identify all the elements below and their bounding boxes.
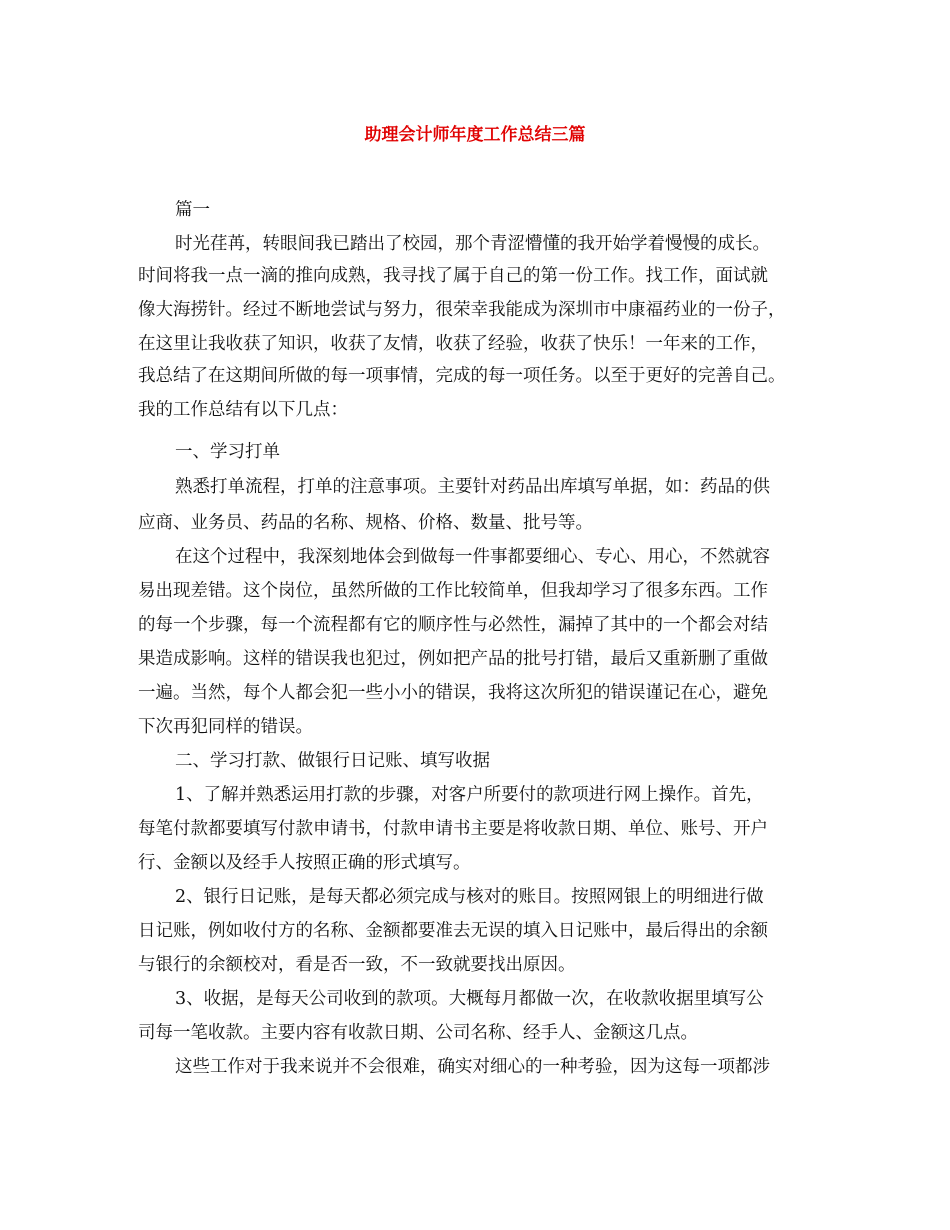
text-line: 应商、业务员、药品的名称、规格、价格、数量、批号等。	[138, 513, 593, 533]
text-line: 3、收据，是每天公司收到的款项。大概每月都做一次，在收款收据里填写公	[175, 989, 764, 1009]
text-line: 熟悉打单流程，打单的注意事项。主要针对药品出库填写单据，如：药品的供	[175, 477, 770, 497]
text-line: 在这个过程中，我深刻地体会到做每一件事都要细心、专心、用心，不然就容	[175, 547, 770, 567]
text-line: 这些工作对于我来说并不会很难，确实对细心的一种考验，因为这每一项都涉	[175, 1057, 770, 1077]
text-line: 篇一	[175, 200, 210, 220]
text-line: 的每一个步骤，每一个流程都有它的顺序性与必然性，漏掉了其中的一个都会对结	[138, 615, 768, 635]
text-line: 2、银行日记账，是每天都必须完成与核对的账目。按照网银上的明细进行做	[175, 887, 764, 907]
text-line: 一、学习打单	[175, 442, 280, 462]
text-line: 我总结了在这期间所做的每一项事情，完成的每一项任务。以至于更好的完善自己。	[138, 366, 786, 386]
text-line: 时间将我一点一滴的推向成熟，我寻找了属于自己的第一份工作。找工作，面试就	[138, 266, 768, 286]
text-line: 一遍。当然，每个人都会犯一些小小的错误，我将这次所犯的错误谨记在心，避免	[138, 683, 768, 703]
text-line: 下次再犯同样的错误。	[138, 717, 313, 737]
text-line: 司每一笔收款。主要内容有收款日期、公司名称、经手人、金额这几点。	[138, 1023, 698, 1043]
text-line: 1、了解并熟悉运用打款的步骤，对客户所要付的款项进行网上操作。首先，	[175, 785, 764, 805]
text-line: 我的工作总结有以下几点：	[138, 400, 348, 420]
text-line: 日记账，例如收付方的名称、金额都要准去无误的填入日记账中，最后得出的余额	[138, 921, 768, 941]
text-line: 时光荏苒，转眼间我已踏出了校园，那个青涩懵懂的我开始学着慢慢的成长。	[175, 234, 770, 254]
text-line: 每笔付款都要填写付款申请书，付款申请书主要是将收款日期、单位、账号、开户	[138, 819, 768, 839]
text-line: 像大海捞针。经过不断地尝试与努力，很荣幸我能成为深圳市中康福药业的一份子，	[138, 300, 786, 320]
text-line: 易出现差错。这个岗位，虽然所做的工作比较简单，但我却学习了很多东西。工作	[138, 581, 768, 601]
text-line: 在这里让我收获了知识，收获了友情，收获了经验，收获了快乐！一年来的工作，	[138, 334, 768, 354]
text-line: 果造成影响。这样的错误我也犯过，例如把产品的批号打错，最后又重新删了重做	[138, 649, 768, 669]
text-line: 与银行的余额校对，看是否一致，不一致就要找出原因。	[138, 955, 576, 975]
document-title: 助理会计师年度工作总结三篇	[364, 125, 586, 145]
text-line: 行、金额以及经手人按照正确的形式填写。	[138, 853, 471, 873]
text-line: 二、学习打款、做银行日记账、填写收据	[175, 751, 490, 771]
